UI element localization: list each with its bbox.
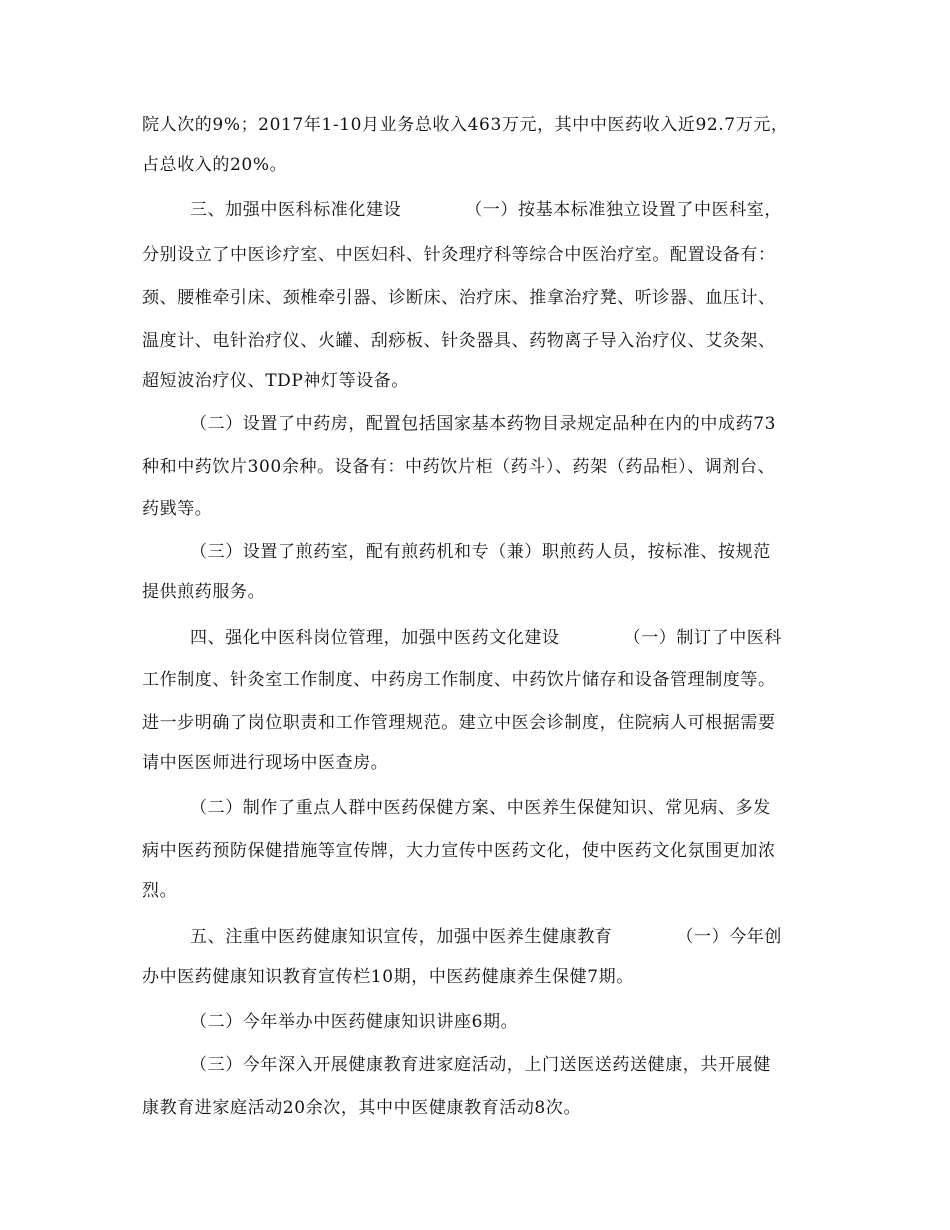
paragraph-lead: （一）按基本标准独立设置了中医科室， — [465, 200, 783, 220]
paragraph-line: 药戥等。 — [142, 499, 213, 519]
paragraph-line: 种和中药饮片300余种。设备有：中药饮片柜（药斗）、药架（药品柜）、调剂台、 — [142, 457, 776, 477]
paragraph-line: （二）设置了中药房，配置包括国家基本药物目录规定品种在内的中成药73 — [190, 414, 777, 434]
paragraph-line: 分别设立了中医诊疗室、中医妇科、针灸理疗科等综合中医治疗室。配置设备有： — [142, 245, 776, 265]
paragraph-line: 颈、腰椎牵引床、颈椎牵引器、诊断床、治疗床、推拿治疗凳、听诊器、血压计、 — [142, 288, 776, 308]
paragraph-line: 病中医药预防保健措施等宣传牌，大力宣传中医药文化，使中医药文化氛围更加浓 — [142, 841, 776, 861]
paragraph-line: 请中医医师进行现场中医查房。 — [142, 753, 389, 773]
paragraph-line: 院人次的9%；2017年1-10月业务总收入463万元，其中中医药收入近92.7万元， — [142, 115, 789, 135]
paragraph-line: 工作制度、针灸室工作制度、中药房工作制度、中药饮片储存和设备管理制度等。 — [142, 670, 776, 690]
section-heading-line — [190, 626, 820, 650]
paragraph-line: 超短波治疗仪、TDP神灯等设备。 — [142, 371, 410, 391]
paragraph-line: （二）今年举办中医药健康知识讲座6期。 — [190, 1012, 519, 1032]
section-heading: 三、加强中医科标准化建设 — [190, 200, 402, 220]
paragraph-lead: （一）制订了中医科 — [623, 628, 783, 648]
section-heading-line — [190, 925, 820, 949]
paragraph-line: （三）设置了煎药室，配有煎药机和专（兼）职煎药人员，按标准、按规范 — [190, 542, 771, 562]
paragraph-line: 温度计、电针治疗仪、火罐、刮痧板、针灸器具、药物离子导入治疗仪、艾灸架、 — [142, 331, 776, 351]
paragraph-line: （三）今年深入开展健康教育进家庭活动，上门送医送药送健康，共开展健 — [190, 1055, 771, 1075]
section-heading: 五、注重中医药健康知识宣传，加强中医养生健康教育 — [190, 927, 613, 947]
section-heading-line — [190, 198, 820, 222]
paragraph-line: （二）制作了重点人群中医药保健方案、中医养生保健知识、常见病、多发 — [190, 798, 771, 818]
paragraph-lead: （一）今年创 — [676, 927, 783, 947]
section-heading: 四、强化中医科岗位管理，加强中医药文化建设 — [190, 628, 560, 648]
paragraph-line: 办中医药健康知识教育宣传栏10期，中医药健康养生保健7期。 — [142, 967, 634, 987]
paragraph-line: 提供煎药服务。 — [142, 582, 266, 602]
paragraph-line: 烈。 — [142, 881, 178, 901]
paragraph-line: 康教育进家庭活动20余次，其中中医健康教育活动8次。 — [142, 1098, 582, 1118]
paragraph-line: 占总收入的20%。 — [142, 155, 288, 175]
paragraph-line: 进一步明确了岗位职责和工作管理规范。建立中医会诊制度，住院病人可根据需要 — [142, 713, 776, 733]
